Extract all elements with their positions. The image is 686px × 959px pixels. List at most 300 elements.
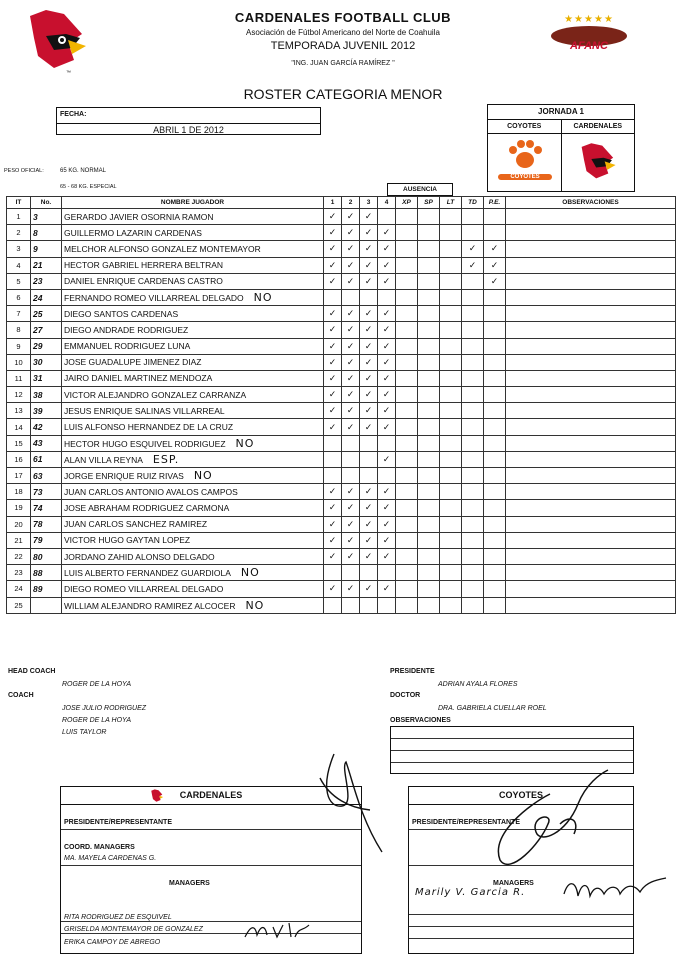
row-lt xyxy=(440,225,462,241)
row-lt xyxy=(440,484,462,500)
table-row xyxy=(7,532,676,548)
row-sp xyxy=(418,306,440,322)
row-number: 43 xyxy=(31,435,62,451)
table-row xyxy=(7,565,676,581)
row-it: 24 xyxy=(7,581,31,597)
row-handwritten-note: NO xyxy=(253,291,273,305)
row-q3: ✓ xyxy=(360,548,378,564)
row-xp xyxy=(396,225,418,241)
row-xp xyxy=(396,241,418,257)
row-number: 42 xyxy=(31,419,62,435)
row-name: DIEGO ROMEO VILLARREAL DELGADO xyxy=(62,581,324,597)
observaciones-label: OBSERVACIONES xyxy=(390,717,451,724)
header-lt: LT xyxy=(440,197,462,209)
row-q3 xyxy=(360,468,378,484)
row-name: DIEGO SANTOS CARDENAS xyxy=(62,306,324,322)
row-q1 xyxy=(324,565,342,581)
row-observaciones xyxy=(506,516,676,532)
row-name-text: FERNANDO ROMEO VILLARREAL DELGADO xyxy=(64,293,244,304)
row-xp xyxy=(396,354,418,370)
table-row xyxy=(7,370,676,386)
fecha-box xyxy=(56,107,321,135)
row-xp xyxy=(396,370,418,386)
table-row xyxy=(7,387,676,403)
row-xp xyxy=(396,387,418,403)
row-xp xyxy=(396,565,418,581)
row-q2: ✓ xyxy=(342,209,360,225)
row-q3: ✓ xyxy=(360,209,378,225)
coyotes-badge: COYOTES xyxy=(498,174,552,180)
logo-tm: ™ xyxy=(66,70,71,76)
row-q2: ✓ xyxy=(342,225,360,241)
row-pe xyxy=(484,370,506,386)
row-lt xyxy=(440,581,462,597)
row-q1: ✓ xyxy=(324,225,342,241)
row-name: DIEGO ANDRADE RODRIGUEZ xyxy=(62,322,324,338)
row-q2: ✓ xyxy=(342,354,360,370)
row-pe xyxy=(484,516,506,532)
row-lt xyxy=(440,565,462,581)
row-q1: ✓ xyxy=(324,354,342,370)
table-row xyxy=(7,581,676,597)
row-lt xyxy=(440,273,462,289)
row-q3: ✓ xyxy=(360,338,378,354)
row-pe: ✓ xyxy=(484,257,506,273)
row-q4 xyxy=(378,209,396,225)
row-observaciones xyxy=(506,403,676,419)
row-q3: ✓ xyxy=(360,500,378,516)
row-observaciones xyxy=(506,548,676,564)
row-pe xyxy=(484,419,506,435)
row-q3: ✓ xyxy=(360,419,378,435)
row-q1: ✓ xyxy=(324,419,342,435)
row-q4: ✓ xyxy=(378,322,396,338)
row-it: 22 xyxy=(7,548,31,564)
row-name-text: ALAN VILLA REYNA xyxy=(64,454,143,465)
row-q4 xyxy=(378,565,396,581)
row-q4 xyxy=(378,289,396,305)
row-q1: ✓ xyxy=(324,516,342,532)
row-q4: ✓ xyxy=(378,257,396,273)
table-row xyxy=(7,484,676,500)
row-name xyxy=(62,565,324,581)
roster-table xyxy=(6,196,676,614)
row-q3: ✓ xyxy=(360,241,378,257)
row-name: HECTOR GABRIEL HERRERA BELTRAN xyxy=(62,257,324,273)
row-observaciones xyxy=(506,435,676,451)
manager-name: ERIKA CAMPOY DE ABREGO xyxy=(64,939,161,946)
table-row xyxy=(7,241,676,257)
row-td xyxy=(462,565,484,581)
row-number: 23 xyxy=(31,273,62,289)
row-q2: ✓ xyxy=(342,500,360,516)
row-lt xyxy=(440,403,462,419)
row-td xyxy=(462,403,484,419)
team-b-label: CARDENALES xyxy=(573,123,623,130)
row-sp xyxy=(418,435,440,451)
row-td xyxy=(462,548,484,564)
row-q4: ✓ xyxy=(378,548,396,564)
header-observaciones: OBSERVACIONES xyxy=(506,197,676,209)
row-it: 13 xyxy=(7,403,31,419)
row-q4: ✓ xyxy=(378,387,396,403)
row-sp xyxy=(418,370,440,386)
team-a-label: COYOTES xyxy=(488,120,562,133)
row-q1: ✓ xyxy=(324,370,342,386)
row-pe xyxy=(484,435,506,451)
row-q4: ✓ xyxy=(378,354,396,370)
row-it: 4 xyxy=(7,257,31,273)
row-q3 xyxy=(360,565,378,581)
doctor-label: DOCTOR xyxy=(390,692,421,699)
jornada-label: JORNADA 1 xyxy=(488,105,634,120)
row-td xyxy=(462,354,484,370)
row-lt xyxy=(440,322,462,338)
row-xp xyxy=(396,468,418,484)
row-it: 19 xyxy=(7,500,31,516)
row-sp xyxy=(418,338,440,354)
row-q2 xyxy=(342,565,360,581)
row-q1: ✓ xyxy=(324,209,342,225)
row-it: 8 xyxy=(7,322,31,338)
row-number: 9 xyxy=(31,241,62,257)
row-sp xyxy=(418,532,440,548)
presidente-label: PRESIDENTE xyxy=(390,668,435,675)
row-sp xyxy=(418,209,440,225)
peso-normal: 65 KG. NORMAL xyxy=(60,168,107,174)
row-sp xyxy=(418,273,440,289)
row-pe xyxy=(484,225,506,241)
header-td: TD xyxy=(462,197,484,209)
row-q1: ✓ xyxy=(324,484,342,500)
row-q2: ✓ xyxy=(342,273,360,289)
table-row xyxy=(7,403,676,419)
row-q3: ✓ xyxy=(360,532,378,548)
row-td: ✓ xyxy=(462,257,484,273)
row-td xyxy=(462,419,484,435)
row-handwritten-note: NO xyxy=(240,566,260,580)
row-pe xyxy=(484,484,506,500)
coach-name: JOSE JULIO RODRIGUEZ xyxy=(62,705,147,712)
table-row xyxy=(7,451,676,467)
row-td xyxy=(462,581,484,597)
coach-label: COACH xyxy=(8,692,34,699)
row-number: 25 xyxy=(31,306,62,322)
header-it: IT xyxy=(7,197,31,209)
row-name xyxy=(62,435,324,451)
row-q3: ✓ xyxy=(360,581,378,597)
coyotes-signature-icon xyxy=(470,764,620,884)
roster-header-row xyxy=(7,197,676,209)
fecha-value: ABRIL 1 DE 2012 xyxy=(57,123,320,135)
row-q3: ✓ xyxy=(360,354,378,370)
row-q2: ✓ xyxy=(342,581,360,597)
header-nombre: NOMBRE JUGADOR xyxy=(62,197,324,209)
table-row xyxy=(7,468,676,484)
row-it: 11 xyxy=(7,370,31,386)
row-number: 78 xyxy=(31,516,62,532)
row-q1: ✓ xyxy=(324,403,342,419)
row-observaciones xyxy=(506,387,676,403)
row-observaciones xyxy=(506,532,676,548)
presidente-name: ADRIAN AYALA FLORES xyxy=(438,681,518,688)
row-q2 xyxy=(342,451,360,467)
row-number: 30 xyxy=(31,354,62,370)
row-xp xyxy=(396,419,418,435)
row-number: 8 xyxy=(31,225,62,241)
row-pe xyxy=(484,387,506,403)
coyotes-presidente-label: PRESIDENTE/REPRESENTANTE xyxy=(412,819,520,826)
row-td xyxy=(462,338,484,354)
row-q1: ✓ xyxy=(324,306,342,322)
row-xp xyxy=(396,289,418,305)
association-name: Asociación de Fútbol Americano del Norte de Coahuila xyxy=(246,28,440,37)
row-name xyxy=(62,468,324,484)
row-q1: ✓ xyxy=(324,241,342,257)
row-number: 61 xyxy=(31,451,62,467)
table-row xyxy=(7,209,676,225)
row-q4: ✓ xyxy=(378,338,396,354)
table-row xyxy=(7,548,676,564)
row-xp xyxy=(396,532,418,548)
table-row xyxy=(7,257,676,273)
ausencia-label: AUSENCIA xyxy=(387,183,453,196)
row-sp xyxy=(418,451,440,467)
row-it: 10 xyxy=(7,354,31,370)
row-q3: ✓ xyxy=(360,306,378,322)
row-td xyxy=(462,209,484,225)
row-q3: ✓ xyxy=(360,273,378,289)
row-sp xyxy=(418,354,440,370)
row-q1: ✓ xyxy=(324,322,342,338)
row-q2 xyxy=(342,597,360,613)
row-observaciones xyxy=(506,484,676,500)
row-lt xyxy=(440,306,462,322)
row-observaciones xyxy=(506,338,676,354)
row-number: 63 xyxy=(31,468,62,484)
row-xp xyxy=(396,322,418,338)
head-coach-name: ROGER DE LA HOYA xyxy=(62,681,131,688)
coord-managers-label: COORD. MANAGERS xyxy=(64,844,135,851)
row-pe xyxy=(484,322,506,338)
row-td xyxy=(462,532,484,548)
row-name: JUAN CARLOS ANTONIO AVALOS CAMPOS xyxy=(62,484,324,500)
row-name xyxy=(62,597,324,613)
row-q4: ✓ xyxy=(378,532,396,548)
row-q4 xyxy=(378,435,396,451)
row-q4: ✓ xyxy=(378,419,396,435)
row-observaciones xyxy=(506,419,676,435)
row-name: DANIEL ENRIQUE CARDENAS CASTRO xyxy=(62,273,324,289)
row-q2: ✓ xyxy=(342,257,360,273)
row-q4 xyxy=(378,597,396,613)
row-number: 89 xyxy=(31,581,62,597)
row-td xyxy=(462,387,484,403)
header-pe: P.E. xyxy=(484,197,506,209)
row-td xyxy=(462,451,484,467)
row-observaciones xyxy=(506,451,676,467)
fecha-label: FECHA: xyxy=(60,111,87,118)
header-no: No. xyxy=(31,197,62,209)
row-td xyxy=(462,484,484,500)
row-xp xyxy=(396,484,418,500)
row-q4 xyxy=(378,468,396,484)
row-xp xyxy=(396,209,418,225)
row-it: 21 xyxy=(7,532,31,548)
row-observaciones xyxy=(506,273,676,289)
row-q1 xyxy=(324,597,342,613)
managers-label: MANAGERS xyxy=(169,880,210,887)
table-row xyxy=(7,419,676,435)
row-number: 80 xyxy=(31,548,62,564)
row-name: JOSE ABRAHAM RODRIGUEZ CARMONA xyxy=(62,500,324,516)
row-observaciones xyxy=(506,209,676,225)
row-observaciones xyxy=(506,500,676,516)
row-q2: ✓ xyxy=(342,403,360,419)
row-observaciones xyxy=(506,565,676,581)
row-name xyxy=(62,289,324,305)
row-observaciones xyxy=(506,225,676,241)
row-lt xyxy=(440,257,462,273)
coach-name: LUIS TAYLOR xyxy=(62,729,107,736)
row-name-text: WILLIAM ALEJANDRO RAMIREZ ALCOCER xyxy=(64,600,236,611)
row-q2: ✓ xyxy=(342,532,360,548)
row-td xyxy=(462,306,484,322)
row-q2 xyxy=(342,289,360,305)
row-sp xyxy=(418,468,440,484)
row-q1 xyxy=(324,435,342,451)
row-xp xyxy=(396,338,418,354)
row-observaciones xyxy=(506,322,676,338)
row-q3 xyxy=(360,289,378,305)
row-number: 21 xyxy=(31,257,62,273)
row-q3: ✓ xyxy=(360,370,378,386)
table-row xyxy=(7,289,676,305)
row-number xyxy=(31,597,62,613)
stars-icon: ★★★★★ xyxy=(564,14,614,25)
row-q3: ✓ xyxy=(360,257,378,273)
row-pe xyxy=(484,532,506,548)
row-sp xyxy=(418,289,440,305)
row-td xyxy=(462,516,484,532)
row-name: MELCHOR ALFONSO GONZALEZ MONTEMAYOR xyxy=(62,241,324,257)
header-q2: 2 xyxy=(342,197,360,209)
row-pe: ✓ xyxy=(484,273,506,289)
row-name: GUILLERMO LAZARIN CARDENAS xyxy=(62,225,324,241)
row-td xyxy=(462,597,484,613)
row-q2: ✓ xyxy=(342,516,360,532)
row-pe xyxy=(484,403,506,419)
row-xp xyxy=(396,306,418,322)
row-lt xyxy=(440,370,462,386)
row-pe xyxy=(484,289,506,305)
row-sp xyxy=(418,257,440,273)
row-number: 29 xyxy=(31,338,62,354)
club-name: CARDENALES FOOTBALL CLUB xyxy=(234,10,452,25)
row-observaciones xyxy=(506,289,676,305)
row-td: ✓ xyxy=(462,241,484,257)
row-q3: ✓ xyxy=(360,322,378,338)
row-name: VICTOR ALEJANDRO GONZALEZ CARRANZA xyxy=(62,387,324,403)
row-q3 xyxy=(360,451,378,467)
row-sp xyxy=(418,387,440,403)
row-it: 12 xyxy=(7,387,31,403)
row-name-text: JORGE ENRIQUE RUIZ RIVAS xyxy=(64,471,184,482)
row-it: 5 xyxy=(7,273,31,289)
row-sp xyxy=(418,565,440,581)
afanc-text: AFANC xyxy=(570,40,608,52)
row-lt xyxy=(440,468,462,484)
row-td xyxy=(462,225,484,241)
row-q1 xyxy=(324,451,342,467)
row-pe xyxy=(484,565,506,581)
row-name: GERARDO JAVIER OSORNIA RAMON xyxy=(62,209,324,225)
row-number: 79 xyxy=(31,532,62,548)
row-q3 xyxy=(360,597,378,613)
row-observaciones xyxy=(506,370,676,386)
row-sp xyxy=(418,403,440,419)
row-q1: ✓ xyxy=(324,581,342,597)
row-pe xyxy=(484,597,506,613)
row-name: EMMANUEL RODRIGUEZ LUNA xyxy=(62,338,324,354)
peso-especial: 65 - 68 KG. ESPECIAL xyxy=(60,184,117,190)
row-q2: ✓ xyxy=(342,241,360,257)
table-row xyxy=(7,354,676,370)
row-lt xyxy=(440,209,462,225)
row-td xyxy=(462,468,484,484)
row-sp xyxy=(418,241,440,257)
row-pe xyxy=(484,500,506,516)
row-number: 38 xyxy=(31,387,62,403)
row-name: JORDANO ZAHID ALONSO DELGADO xyxy=(62,548,324,564)
coyotes-logo xyxy=(488,134,562,191)
row-lt xyxy=(440,354,462,370)
row-xp xyxy=(396,273,418,289)
row-q3: ✓ xyxy=(360,225,378,241)
row-it: 25 xyxy=(7,597,31,613)
row-name: VICTOR HUGO GAYTAN LOPEZ xyxy=(62,532,324,548)
row-q4: ✓ xyxy=(378,370,396,386)
table-row xyxy=(7,322,676,338)
table-row xyxy=(7,500,676,516)
row-td xyxy=(462,435,484,451)
row-q2: ✓ xyxy=(342,484,360,500)
row-q2: ✓ xyxy=(342,419,360,435)
row-q2: ✓ xyxy=(342,548,360,564)
row-pe xyxy=(484,468,506,484)
cardenales-signature-icon xyxy=(300,748,390,858)
row-q4: ✓ xyxy=(378,225,396,241)
row-sp xyxy=(418,225,440,241)
coyotes-manager-handwritten: Marily V. Garcia R. xyxy=(415,887,526,898)
row-name: LUIS ALFONSO HERNANDEZ DE LA CRUZ xyxy=(62,419,324,435)
row-lt xyxy=(440,338,462,354)
row-q3: ✓ xyxy=(360,387,378,403)
handwritten-signature-icon xyxy=(243,921,313,941)
header-xp: XP xyxy=(396,197,418,209)
row-sp xyxy=(418,581,440,597)
coyotes-sign-title: COYOTES xyxy=(409,787,633,805)
row-lt xyxy=(440,241,462,257)
manager-name: RITA RODRIGUEZ DE ESQUIVEL xyxy=(61,914,361,922)
coord-managers-name: MA. MAYELA CARDENAS G. xyxy=(64,855,157,862)
row-sp xyxy=(418,484,440,500)
doctor-name: DRA. GABRIELA CUELLAR ROEL xyxy=(438,705,547,712)
peso-label: PESO OFICIAL: xyxy=(4,168,44,174)
coach-name: ROGER DE LA HOYA xyxy=(62,717,131,724)
row-xp xyxy=(396,403,418,419)
row-xp xyxy=(396,548,418,564)
